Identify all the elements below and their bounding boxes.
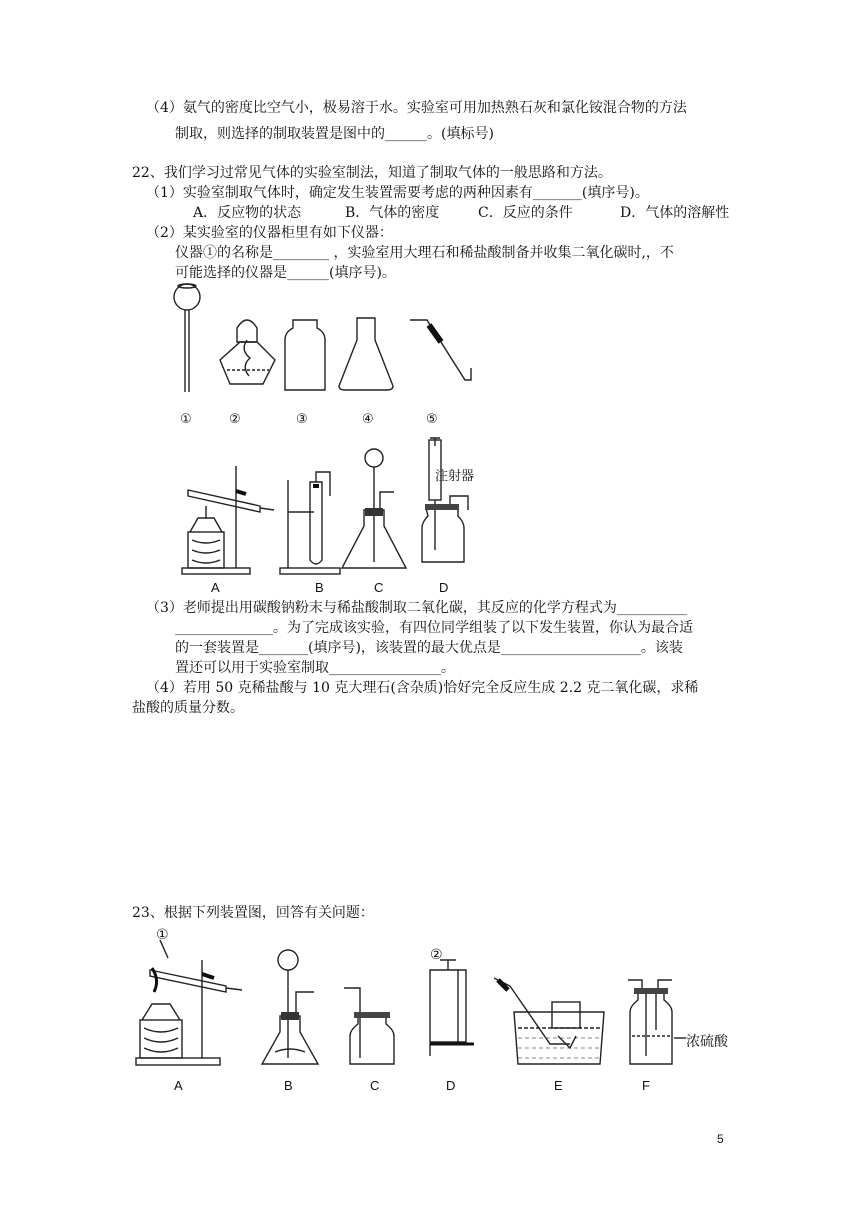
- q22-part1: （1）实验室制取气体时，确定发生装置需要考虑的两种因素有_______(填序号)。: [146, 185, 649, 201]
- q21-4-line2: 制取，则选择的制取装置是图中的______。(填标号): [175, 126, 494, 142]
- q22-option-b: B．气体的密度: [345, 205, 440, 221]
- q23-water-trough-icon: [494, 978, 604, 1064]
- instrument-label-2: ②: [229, 411, 241, 426]
- q22-intro: 22、我们学习过常见气体的实验室制法，知道了制取气体的一般思路和方法。: [132, 165, 612, 181]
- q22-option-c: C．反应的条件: [478, 205, 573, 221]
- q23-apparatus-figure: [130, 940, 750, 1070]
- q22-part2-line-b: 可能选择的仪器是______(填序号)。: [175, 265, 396, 281]
- q22-part4-line-a: （4）若用 50 克稀盐酸与 10 克大理石(含杂质)恰好完全反应生成 2.2 克二氧化碳，求稀: [146, 680, 699, 696]
- heating-apparatus-icon: [182, 466, 274, 574]
- instrument-label-1: ①: [180, 411, 192, 426]
- long-neck-funnel-icon: [174, 284, 200, 392]
- q21-4-line1: （4）氨气的密度比空气小，极易溶于水。实验室可用加热熟石灰和氯化铵混合物的方法: [146, 100, 687, 116]
- q22-option-a: A．反应物的状态: [193, 205, 302, 221]
- q23-label-a: A: [174, 1078, 183, 1093]
- apparatus-label-a: A: [211, 580, 220, 595]
- q22-part3-line-d: 置还可以用于实验室制取________________。: [175, 660, 455, 676]
- test-tube-stand-apparatus-icon: [280, 472, 340, 574]
- instrument-label-4: ④: [362, 411, 374, 426]
- q23-heating-apparatus-icon: [136, 940, 242, 1065]
- bent-tube-icon: [410, 320, 471, 380]
- q23-label-b: B: [284, 1078, 293, 1093]
- instrument-figure: [165, 280, 485, 400]
- q23-marker-1: ①: [156, 926, 169, 942]
- q22-part3-line-c: 的一套装置是_______(填序号)，该装置的最大优点是____________________。该装: [175, 640, 683, 656]
- q23-acid-label: 浓硫酸: [686, 1033, 728, 1049]
- q23-inverted-bottle-icon: [430, 960, 474, 1056]
- q23-label-c: C: [370, 1078, 380, 1093]
- syringe-apparatus-icon: [422, 438, 468, 562]
- page-number: 5: [717, 1132, 724, 1146]
- instrument-label-5: ⑤: [426, 411, 438, 426]
- q23-marker-2: ②: [430, 946, 443, 962]
- wide-mouth-bottle-icon: [285, 320, 325, 390]
- apparatus-label-b: B: [315, 580, 324, 595]
- q22-option-d: D．气体的溶解性: [620, 205, 730, 221]
- q22-part2: （2）某实验室的仪器柜里有如下仪器：: [146, 225, 393, 241]
- apparatus-figure: [180, 436, 480, 581]
- apparatus-label-c: C: [374, 580, 384, 595]
- instrument-label-3: ③: [296, 411, 308, 426]
- conical-flask-icon: [339, 318, 393, 390]
- q23-gas-bottle-icon: [344, 988, 394, 1064]
- q23-label-e: E: [554, 1078, 563, 1093]
- q22-part3-line-a: （3）老师提出用碳酸钠粉末与稀盐酸制取二氧化碳，其反应的化学方程式为__________: [146, 600, 687, 616]
- funnel-flask-apparatus-icon: [342, 449, 406, 568]
- q23-intro: 23、根据下列装置图，回答有关问题：: [132, 905, 374, 921]
- q23-label-d: D: [446, 1078, 456, 1093]
- apparatus-label-d: D: [439, 580, 449, 595]
- q22-part3-line-b: ______________。为了完成该实验，有四位同学组装了以下发生装置，你认为最合适: [175, 620, 693, 636]
- q23-label-f: F: [642, 1078, 650, 1093]
- alcohol-lamp-icon: [220, 320, 275, 384]
- q22-part2-line-a: 仪器①的名称是________ ，实验室用大理石和稀盐酸制备并收集二氧化碳时,，不: [175, 245, 674, 261]
- q23-washing-bottle-icon: [628, 980, 686, 1064]
- q23-funnel-flask-icon: [262, 950, 318, 1064]
- q22-part4-line-b: 盐酸的质量分数。: [132, 700, 244, 716]
- syringe-label: 注射器: [435, 468, 475, 483]
